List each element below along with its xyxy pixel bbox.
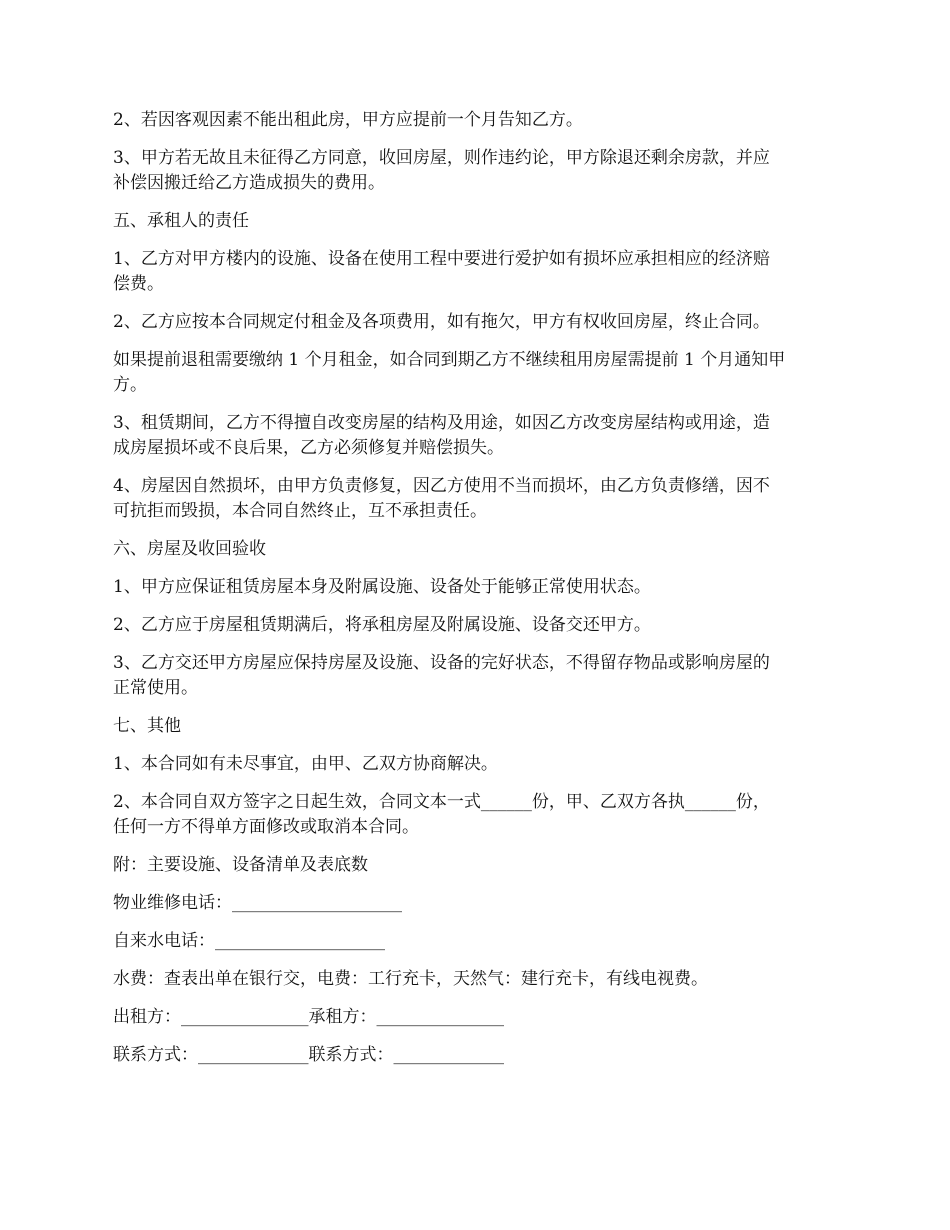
text-line: 2、乙方应按本合同规定付租金及各项费用，如有拖欠，甲方有权收回房屋，终止合同。 <box>113 312 770 332</box>
text-line: 成房屋损坏或不良后果，乙方必须修复并赔偿损失。 <box>113 438 504 458</box>
text-line: 3、租赁期间，乙方不得擅自改变房屋的结构及用途，如因乙方改变房屋结构或用途，造 <box>113 413 770 433</box>
paragraph <box>113 752 837 777</box>
text-line: 任何一方不得单方面修改或取消本合同。 <box>113 817 419 837</box>
text-line: 补偿因搬迁给乙方造成损失的费用。 <box>113 173 385 193</box>
paragraph <box>113 310 837 335</box>
text-line: 2、若因客观因素不能出租此房，甲方应提前一个月告知乙方。 <box>113 110 583 130</box>
text-line: 方。 <box>113 375 147 395</box>
paragraph <box>113 247 837 297</box>
text-line: 如果提前退租需要缴纳 1 个月租金，如合同到期乙方不继续租用房屋需提前 1 个月通知甲 <box>113 350 786 370</box>
text-line: 4、房屋因自然损坏，由甲方负责修复，因乙方使用不当而损坏，由乙方负责修缮，因不 <box>113 476 770 496</box>
paragraph <box>113 348 837 398</box>
paragraph <box>113 967 837 992</box>
text-line: 3、甲方若无故且未征得乙方同意，收回房屋，则作违约论，甲方除退还剩余房款，并应 <box>113 148 770 168</box>
text-line: 自来水电话：____________________ <box>113 931 385 951</box>
signature-line <box>113 1005 837 1030</box>
heading-text: 五、承租人的责任 <box>113 211 249 231</box>
paragraph <box>113 411 837 461</box>
text-line: 联系方式：_____________联系方式：_____________ <box>113 1045 504 1065</box>
text-line: 1、本合同如有未尽事宜，由甲、乙双方协商解决。 <box>113 754 498 774</box>
paragraph <box>113 651 837 701</box>
text-line: 附：主要设施、设备清单及表底数 <box>113 855 368 875</box>
section-heading <box>113 714 837 739</box>
document-body <box>113 108 837 1081</box>
text-line: 2、本合同自双方签字之日起生效，合同文本一式______份，甲、乙双方各执______份， <box>113 792 770 812</box>
paragraph <box>113 575 837 600</box>
paragraph <box>113 853 837 878</box>
paragraph <box>113 613 837 638</box>
text-line: 1、乙方对甲方楼内的设施、设备在使用工程中要进行爱护如有损坏应承担相应的经济赔 <box>113 249 770 269</box>
heading-text: 七、其他 <box>113 716 181 736</box>
form-line <box>113 891 837 916</box>
heading-text: 六、房屋及收回验收 <box>113 539 266 559</box>
text-line: 可抗拒而毁损，本合同自然终止，互不承担责任。 <box>113 501 487 521</box>
text-line: 水费：查表出单在银行交，电费：工行充卡，天然气：建行充卡，有线电视费。 <box>113 969 708 989</box>
contact-line <box>113 1043 837 1068</box>
paragraph <box>113 474 837 524</box>
text-line: 物业维修电话：____________________ <box>113 893 402 913</box>
form-line <box>113 929 837 954</box>
text-line: 正常使用。 <box>113 678 198 698</box>
section-heading <box>113 209 837 234</box>
text-line: 2、乙方应于房屋租赁期满后，将承租房屋及附属设施、设备交还甲方。 <box>113 615 651 635</box>
section-heading <box>113 537 837 562</box>
text-line: 出租方：_______________承租方：_______________ <box>113 1007 504 1027</box>
paragraph <box>113 108 837 133</box>
text-line: 1、甲方应保证租赁房屋本身及附属设施、设备处于能够正常使用状态。 <box>113 577 651 597</box>
text-line: 偿费。 <box>113 274 164 294</box>
text-line: 3、乙方交还甲方房屋应保持房屋及设施、设备的完好状态，不得留存物品或影响房屋的 <box>113 653 770 673</box>
paragraph <box>113 790 837 840</box>
paragraph <box>113 146 837 196</box>
